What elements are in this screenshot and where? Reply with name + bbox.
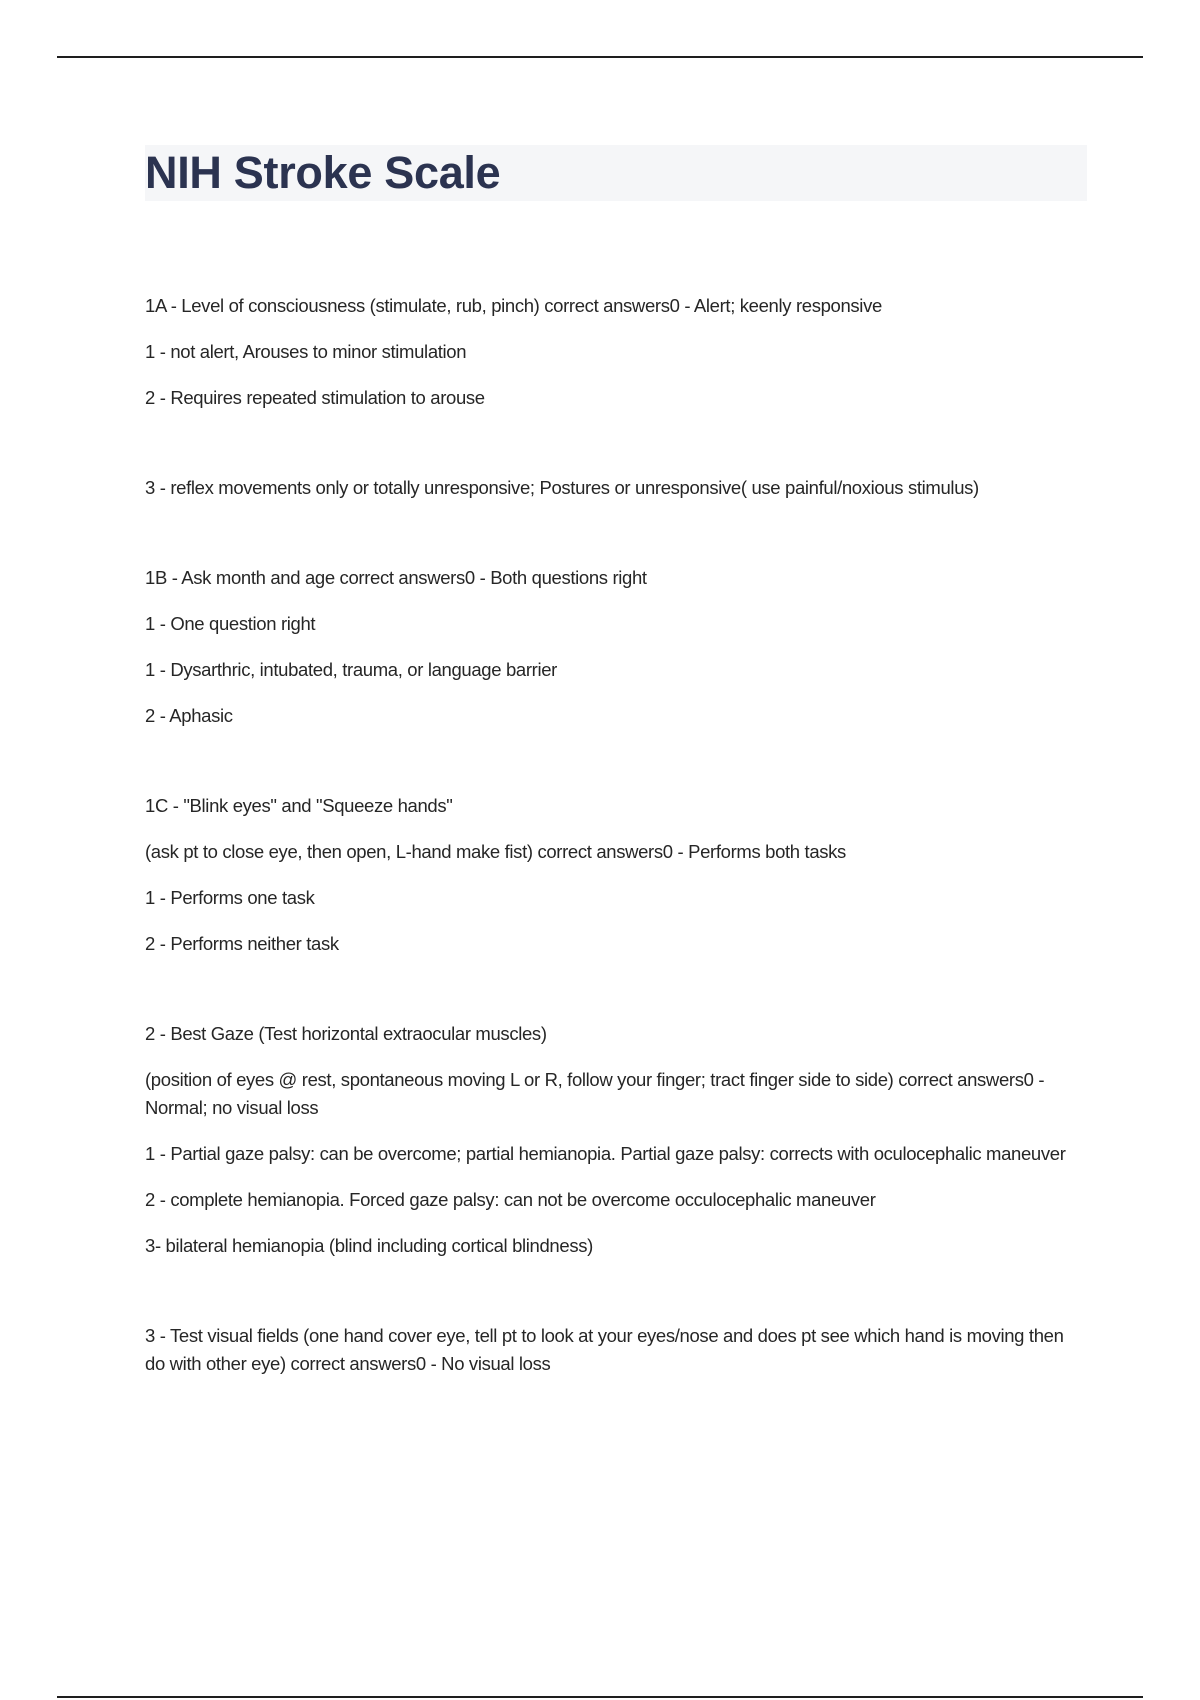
section-1b-questions xyxy=(145,564,1085,730)
header-rule xyxy=(57,56,1143,58)
section-line: 1A - Level of consciousness (stimulate, rub, pinch) correct answers0 - Alert; keenly responsive xyxy=(145,295,882,316)
section-line: 2 - complete hemianopia. Forced gaze palsy: can not be overcome occulocephalic maneuver xyxy=(145,1189,876,1210)
section-line: 1C - "Blink eyes" and "Squeeze hands" xyxy=(145,795,453,816)
section-line: 1 - not alert, Arouses to minor stimulation xyxy=(145,341,467,362)
section-line: 1 - One question right xyxy=(145,613,316,634)
section-3-visual-fields xyxy=(145,1322,1085,1378)
section-1a-score-3 xyxy=(145,474,1085,502)
section-line: 2 - Performs neither task xyxy=(145,933,339,954)
section-line: 2 - Requires repeated stimulation to arouse xyxy=(145,387,485,408)
section-line: (position of eyes @ rest, spontaneous moving L or R, follow your finger; tract finger side to side) correct answers0 - Normal; no visual loss xyxy=(145,1069,1045,1118)
section-line: (ask pt to close eye, then open, L-hand make fist) correct answers0 - Performs both tasks xyxy=(145,841,846,862)
footer-rule xyxy=(57,1696,1143,1698)
section-line: 1 - Performs one task xyxy=(145,887,315,908)
section-line: 2 - Best Gaze (Test horizontal extraocular muscles) xyxy=(145,1023,547,1044)
section-line: 3 - Test visual fields (one hand cover eye, tell pt to look at your eyes/nose and does pt see which hand is moving then do with other eye) correct answers0 - No visual loss xyxy=(145,1325,1064,1374)
section-line: 3- bilateral hemianopia (blind including cortical blindness) xyxy=(145,1235,593,1256)
section-1c-commands xyxy=(145,792,1085,958)
section-1a-level-of-consciousness xyxy=(145,292,1085,412)
page-title: NIH Stroke Scale xyxy=(145,147,501,198)
section-line: 3 - reflex movements only or totally unresponsive; Postures or unresponsive( use painful/noxious stimulus) xyxy=(145,477,979,498)
section-line: 1 - Partial gaze palsy: can be overcome; partial hemianopia. Partial gaze palsy: corrects with oculocephalic maneuver xyxy=(145,1143,1066,1164)
section-2-best-gaze xyxy=(145,1020,1085,1260)
section-line: 1B - Ask month and age correct answers0 - Both questions right xyxy=(145,567,647,588)
document-body xyxy=(145,292,1085,1396)
section-line: 1 - Dysarthric, intubated, trauma, or language barrier xyxy=(145,659,557,680)
section-line: 2 - Aphasic xyxy=(145,705,233,726)
